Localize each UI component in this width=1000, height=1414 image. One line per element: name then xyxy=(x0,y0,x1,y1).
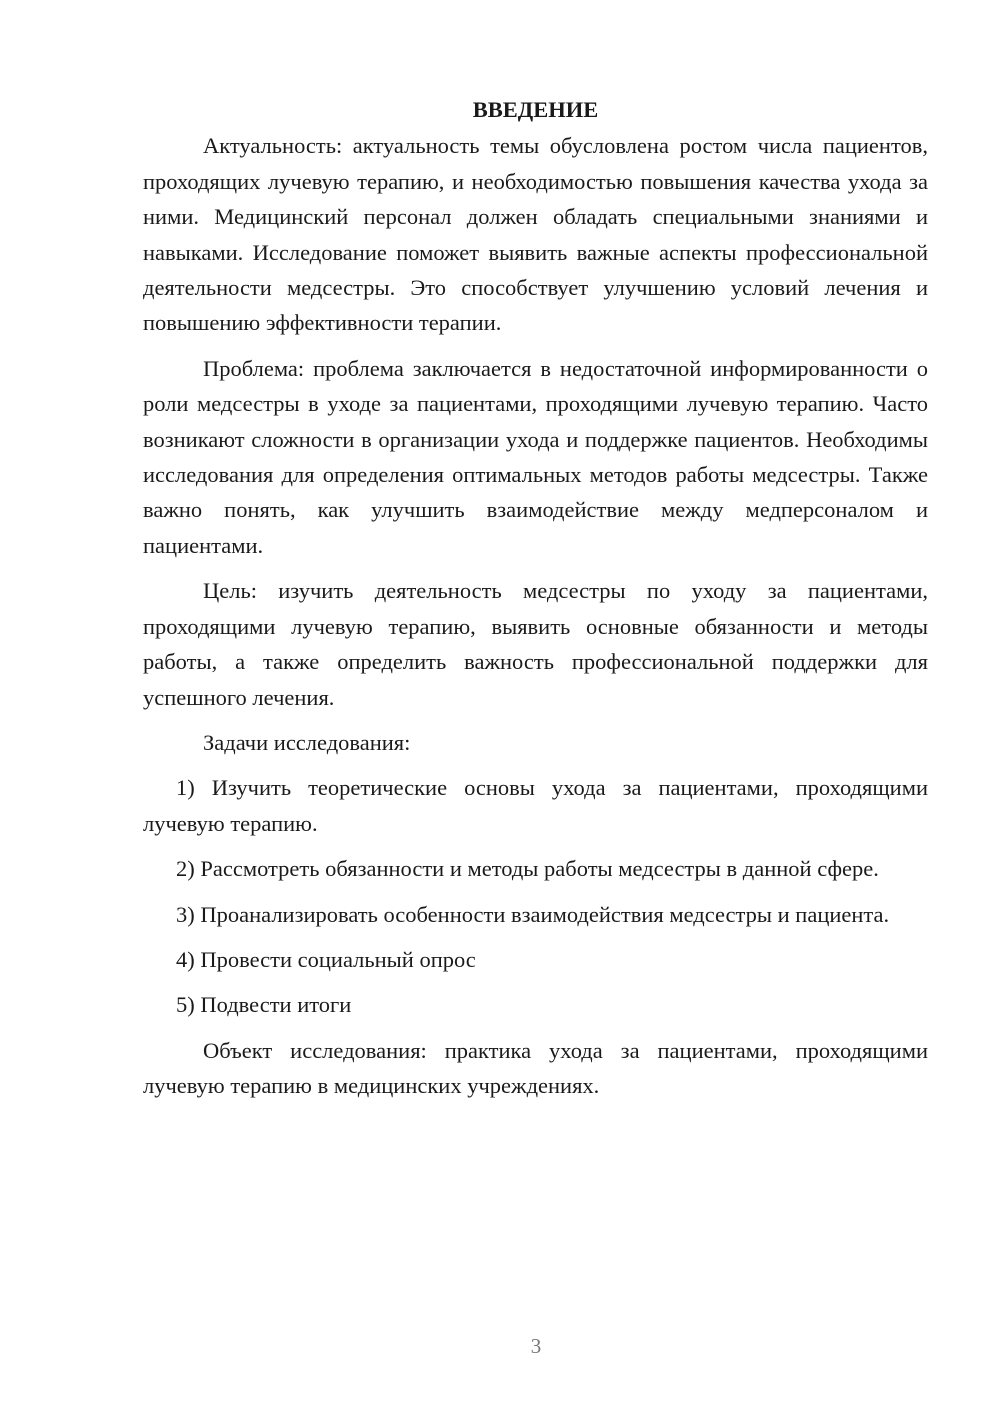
task-item-3: 3) Проанализировать особенности взаимодействия медсестры и пациента. xyxy=(176,901,890,927)
task-item-5: 5) Подвести итоги xyxy=(176,992,352,1018)
section-heading: ВВЕДЕНИЕ xyxy=(472,97,599,122)
paragraph-relevance: Актуальность: актуальность темы обусловлена ростом числа пациентов, проходящих лучевую терапию, и необходимостью повышения качества ухода за ними. Медицинский персонал должен обладать специальными знаниями и навыками. Исследование поможет выявить важные аспекты профессиональной деятельности медсестры. Это способствует улучшению условий лечения и повышению эффективности терапии. xyxy=(143,133,928,336)
paragraph-goal: Цель: изучить деятельность медсестры по уходу за пациентами, проходящими лучевую терапию, выявить основные обязанности и методы работы, а также определить важность профессиональной поддержки для успешного лечения. xyxy=(143,578,928,710)
tasks-heading: Задачи исследования: xyxy=(203,729,411,755)
page-content xyxy=(143,92,928,1104)
task-item-4: 4) Провести социальный опрос xyxy=(176,946,476,972)
paragraph-object: Объект исследования: практика ухода за пациентами, проходящими лучевую терапию в медицинских учреждениях. xyxy=(143,1037,928,1099)
page-number: 3 xyxy=(530,1334,542,1358)
task-item-1: 1) Изучить теоретические основы ухода за пациентами, проходящими лучевую терапию. xyxy=(143,775,928,836)
paragraph-problem: Проблема: проблема заключается в недостаточной информированности о роли медсестры в уходе за пациентами, проходящими лучевую терапию. Часто возникают сложности в организации ухода и поддержке пациентов. Необходимы исследования для определения оптимальных методов работы медсестры. Также важно понять, как улучшить взаимодействие между медперсоналом и пациентами. xyxy=(143,355,928,558)
task-item-2: 2) Рассмотреть обязанности и методы работы медсестры в данной сфере. xyxy=(176,856,879,882)
